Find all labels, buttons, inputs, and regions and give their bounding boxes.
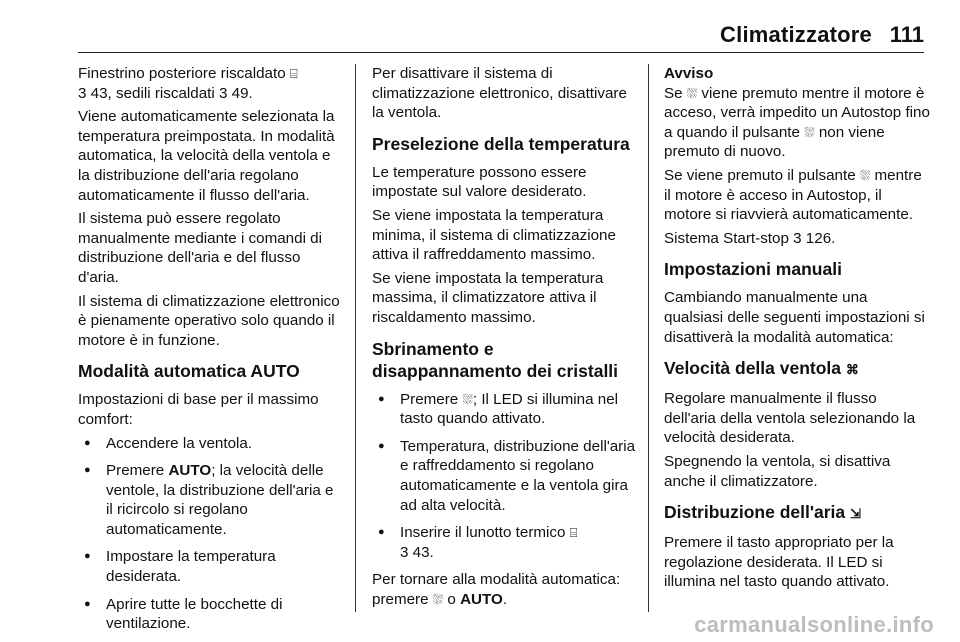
heading-text: Velocità della ventola xyxy=(664,358,846,379)
note-box xyxy=(664,64,930,248)
text: Finestrino posteriore riscaldato xyxy=(78,65,290,82)
paragraph: Viene automaticamente selezionata la temperatura preimpostata. In modalità automatica, la velocità della ventola e la distribuzione dell'aria regolano automaticamente il flusso dell'aria. xyxy=(78,108,335,204)
text: Premere xyxy=(106,462,169,480)
paragraph: Impostazioni di base per il massimo comfort: xyxy=(78,391,319,428)
text: Premere xyxy=(400,390,463,408)
page-header xyxy=(0,0,960,48)
column-divider xyxy=(355,64,356,612)
column-divider xyxy=(648,64,649,612)
paragraph: Cambiando manualmente una qualsiasi delle seguenti impostazioni si disattiverà la modalità automatica: xyxy=(664,289,925,346)
paragraph xyxy=(664,166,930,225)
page-title: Climatizzatore xyxy=(720,22,872,47)
paragraph: Le temperature possono essere impostate sul valore desiderato. xyxy=(372,163,587,201)
paragraph xyxy=(78,64,344,103)
bullet-list xyxy=(372,390,638,563)
rear-defrost-icon: ⌸ xyxy=(569,525,578,541)
text: viene premuto mentre il motore è acceso, verrà impedito un Autostop fino a quando il pulsante xyxy=(664,84,930,141)
text: ; la velocità delle ventole, la distribuzione dell'aria e il ricircolo si regolano automaticamente. xyxy=(106,462,334,538)
text: Per tornare alla modalità automatica: premere xyxy=(372,571,621,608)
auto-label: AUTO xyxy=(460,590,503,608)
paragraph: Sistema Start-stop 3 126. xyxy=(664,229,836,247)
text: non viene premuto di nuovo. xyxy=(664,123,885,161)
paragraph xyxy=(372,570,638,609)
max-defrost-icon: ⛆ xyxy=(859,167,871,183)
max-defrost-icon: ⛆ xyxy=(432,591,444,607)
header-rule xyxy=(78,52,924,53)
section-heading: Preselezione della temperatura xyxy=(372,133,630,154)
text: Se xyxy=(664,84,687,102)
text: . xyxy=(502,590,508,608)
column-3 xyxy=(664,64,930,596)
text: o xyxy=(443,590,461,608)
text: mentre il motore è acceso in Autostop, il motore si riavvierà automaticamente. xyxy=(664,166,922,224)
page-number: 111 xyxy=(889,22,924,47)
list-item: ● Accendere la ventola. xyxy=(78,434,344,454)
paragraph xyxy=(664,84,930,162)
section-heading xyxy=(664,501,930,525)
column-2 xyxy=(372,64,638,613)
paragraph: Il sistema di climatizzazione elettronico è pienamente operativo solo quando il motore è in funzione. xyxy=(78,292,340,349)
heading-text: Distribuzione dell'aria xyxy=(664,502,851,523)
list-item xyxy=(372,523,638,562)
watermark: carmanualsonline.info xyxy=(694,612,934,637)
cross-reference: 3 43, sedili riscaldati 3 49. xyxy=(78,84,253,102)
list-item: ● Aprire tutte le bocchette di ventilazione. xyxy=(78,595,344,634)
paragraph: Regolare manualmente il flusso dell'aria della ventola selezionando la velocità desiderata. xyxy=(664,390,916,447)
list-item: ● Temperatura, distribuzione dell'aria e raffreddamento si regolano automaticamente e la ventola gira ad alta velocità. xyxy=(372,437,638,515)
column-1 xyxy=(78,64,344,642)
paragraph: Spegnendo la ventola, si disattiva anche il climatizzatore. xyxy=(664,452,891,490)
max-defrost-icon: ⛆ xyxy=(462,391,473,407)
cross-reference: 3 43. xyxy=(400,543,434,561)
paragraph: Se viene impostata la temperatura minima, il sistema di climatizzazione attiva il raffreddamento massimo. xyxy=(372,206,616,264)
max-defrost-icon: ⛆ xyxy=(686,85,698,101)
note-title: Avviso xyxy=(664,65,714,82)
section-heading: Modalità automatica AUTO xyxy=(78,361,300,382)
paragraph: Premere il tasto appropriato per la regolazione desiderata. Il LED si illumina nel tasto quando attivato. xyxy=(664,534,894,591)
section-heading xyxy=(664,357,930,381)
bullet-list xyxy=(78,434,344,634)
air-distribution-icon: ⇲ xyxy=(850,506,861,522)
auto-label: AUTO xyxy=(168,462,212,480)
list-item xyxy=(372,390,638,429)
section-heading: Sbrinamento e disappannamento dei cristalli xyxy=(372,338,619,381)
paragraph: Il sistema può essere regolato manualmente mediante i comandi di distribuzione dell'aria e del flusso d'aria. xyxy=(78,210,322,286)
paragraph: Per disattivare il sistema di climatizzazione elettronico, disattivare la ventola. xyxy=(372,65,627,122)
text: Inserire il lunotto termico xyxy=(400,524,570,542)
max-defrost-icon: ⛆ xyxy=(804,124,815,140)
section-heading: Impostazioni manuali xyxy=(664,259,842,280)
text: ; Il LED si illumina nel tasto quando attivato. xyxy=(400,390,619,428)
fan-icon: ⌘ xyxy=(845,362,859,378)
list-item xyxy=(78,461,344,539)
text: Se viene premuto il pulsante xyxy=(664,166,860,184)
rear-defrost-icon: ⌸ xyxy=(289,66,298,81)
paragraph: Se viene impostata la temperatura massima, il climatizzatore attiva il riscaldamento massimo. xyxy=(372,269,604,326)
list-item: ● Impostare la temperatura desiderata. xyxy=(78,547,344,586)
